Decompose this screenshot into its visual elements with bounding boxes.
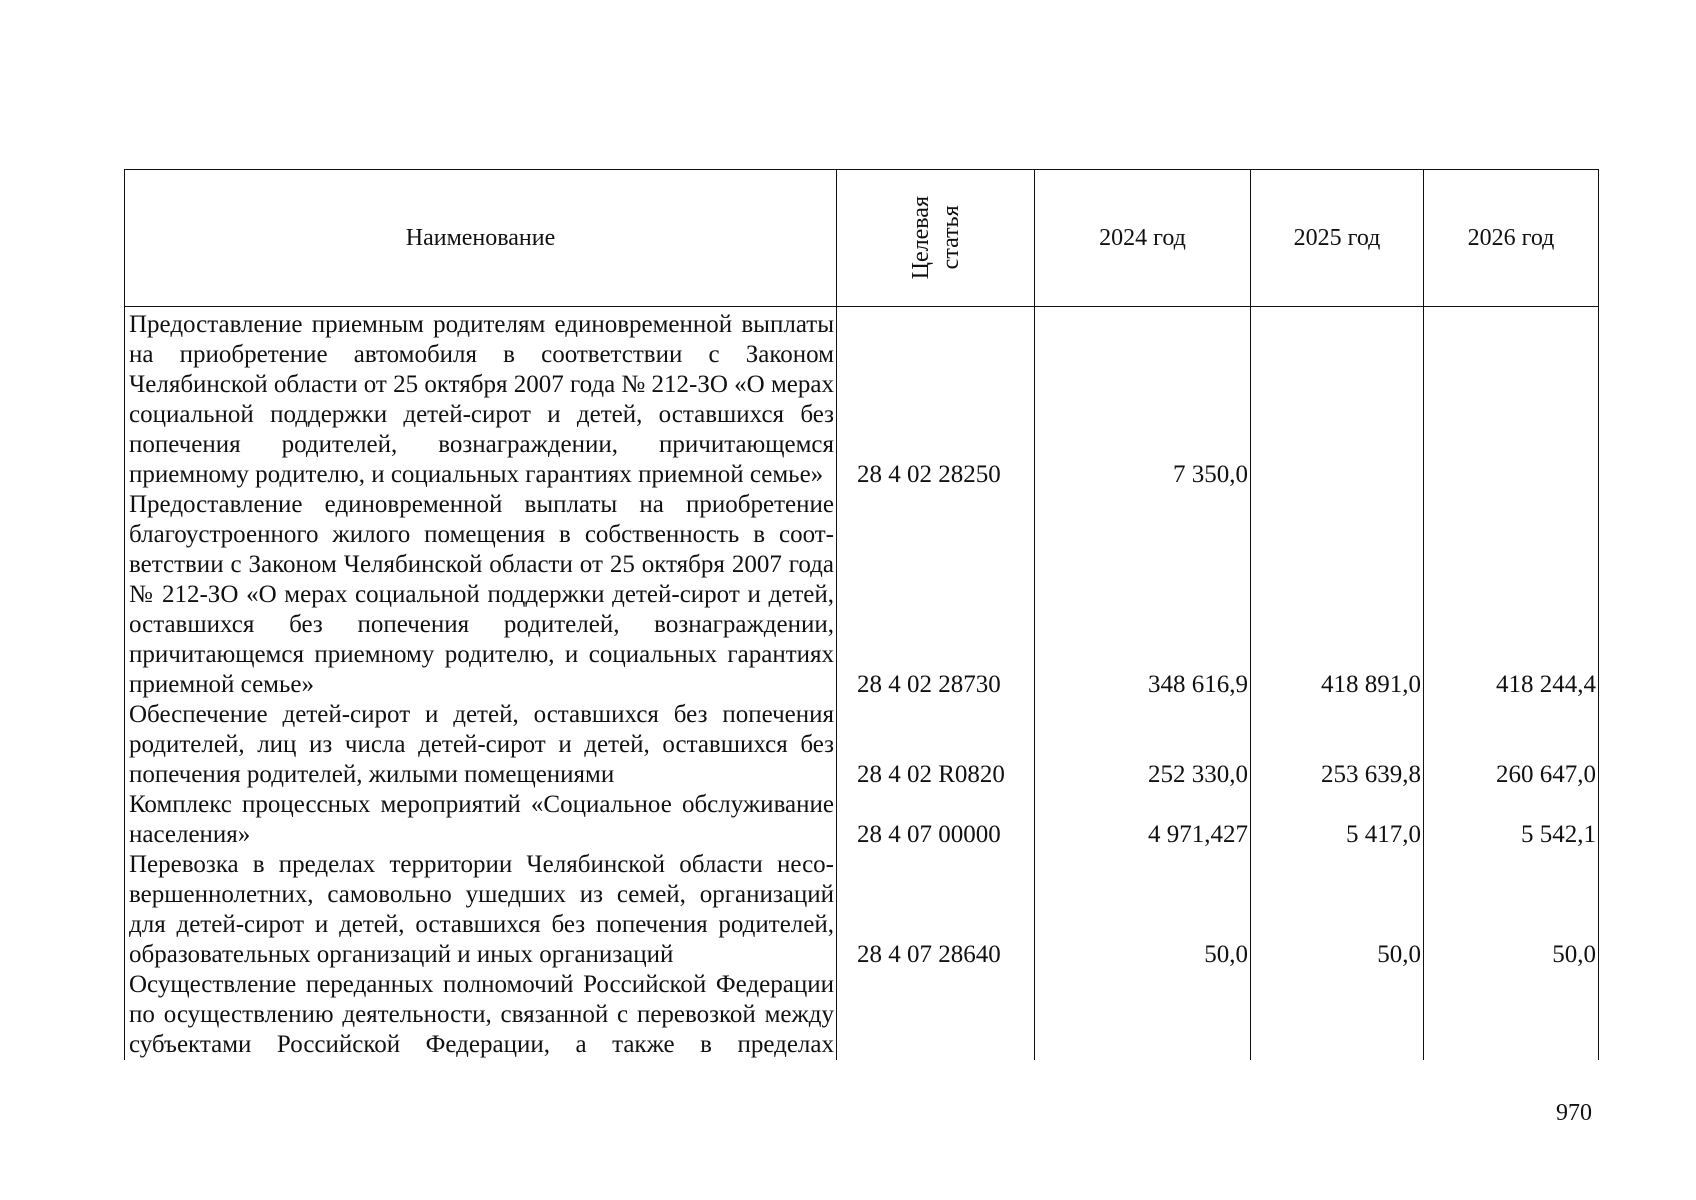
row-value-2024: 348 616,9 — [1035, 490, 1251, 700]
table-row — [125, 490, 1599, 700]
table-row — [125, 307, 1599, 491]
row-name: Обеспечение детей-сирот и детей, оставшихся без попечения родителей, лиц из числа детей-сирот и детей, оставшихся без попечения родителей, жилыми помещениями — [125, 700, 837, 790]
row-name: Предоставление единовременной выплаты на приобретение благоустроенного жилого помещения в собственность в соответствии с Законом Челябинской области от 25 октября 2007 года № 212-ЗО «О мерах социальной поддержки детей-сирот и детей, оставшихся без попечения родителей, вознаграждении, причитающемся приемному родителю, и социальных гарантиях приемной семье» — [125, 490, 837, 700]
table-row — [125, 970, 1599, 1060]
row-value-2024: 252 330,0 — [1035, 700, 1251, 790]
row-target-article: 28 4 02 28730 — [837, 490, 1035, 700]
header-year-2026: 2026 год — [1424, 170, 1599, 307]
row-value-2025: 5 417,0 — [1251, 790, 1424, 850]
row-value-2025: 253 639,8 — [1251, 700, 1424, 790]
row-target-article: 28 4 07 28640 — [837, 850, 1035, 970]
header-target-article — [837, 170, 1035, 307]
row-value-2026: 260 647,0 — [1424, 700, 1599, 790]
row-value-2026: 418 244,4 — [1424, 490, 1599, 700]
row-value-2024: 50,0 — [1035, 850, 1251, 970]
row-value-2026: 5 542,1 — [1424, 790, 1599, 850]
header-name: Наименование — [125, 170, 837, 307]
row-name: Перевозка в пределах территории Челябинской области несовершеннолетних, самовольно ушедших из семей, организаций для детей-сирот и детей, оставшихся без попечения родителей, образовательных организаций и иных организаций — [125, 850, 837, 970]
row-name: Комплекс процессных мероприятий «Социальное обслуживание населения» — [125, 790, 837, 850]
row-target-article: 28 4 02 28250 — [837, 307, 1035, 491]
table-row — [125, 700, 1599, 790]
budget-table — [124, 169, 1599, 1060]
row-name: Предоставление приемным родителям единовременной выплаты на приобретение автомобиля в соответствии с Законом Челябинской области от 25 октября 2007 года № 212-ЗО «О мерах социальной поддержки детей-сирот и детей, оставшихся без попечения родителей, вознаграждении, причитающемся приемному родителю, и социальных гарантиях приемной семье» — [125, 307, 837, 491]
row-value-2026: 50,0 — [1424, 850, 1599, 970]
row-value-2025: 418 891,0 — [1251, 490, 1424, 700]
row-value-2025: 50,0 — [1251, 850, 1424, 970]
table-header-row — [125, 170, 1599, 307]
row-value-2025 — [1251, 970, 1424, 1060]
table-row — [125, 850, 1599, 970]
row-value-2025 — [1251, 307, 1424, 491]
row-value-2024: 7 350,0 — [1035, 307, 1251, 491]
row-name: Осуществление переданных полномочий Российской Федерации по осуществлению деятельности, связанной с перевозкой между субъектами Российской Федерации, а также в пределах — [125, 970, 837, 1060]
page-number: 970 — [1556, 1100, 1592, 1126]
row-value-2026 — [1424, 307, 1599, 491]
header-year-2025: 2025 год — [1251, 170, 1424, 307]
row-target-article — [837, 970, 1035, 1060]
row-target-article: 28 4 07 00000 — [837, 790, 1035, 850]
header-year-2024: 2024 год — [1035, 170, 1251, 307]
row-value-2024: 4 971,427 — [1035, 790, 1251, 850]
header-target-article-line2: статья — [937, 206, 964, 270]
row-value-2026 — [1424, 970, 1599, 1060]
header-target-article-line1: Целевая — [907, 196, 934, 280]
row-value-2024 — [1035, 970, 1251, 1060]
row-target-article: 28 4 02 R0820 — [837, 700, 1035, 790]
table-row — [125, 790, 1599, 850]
